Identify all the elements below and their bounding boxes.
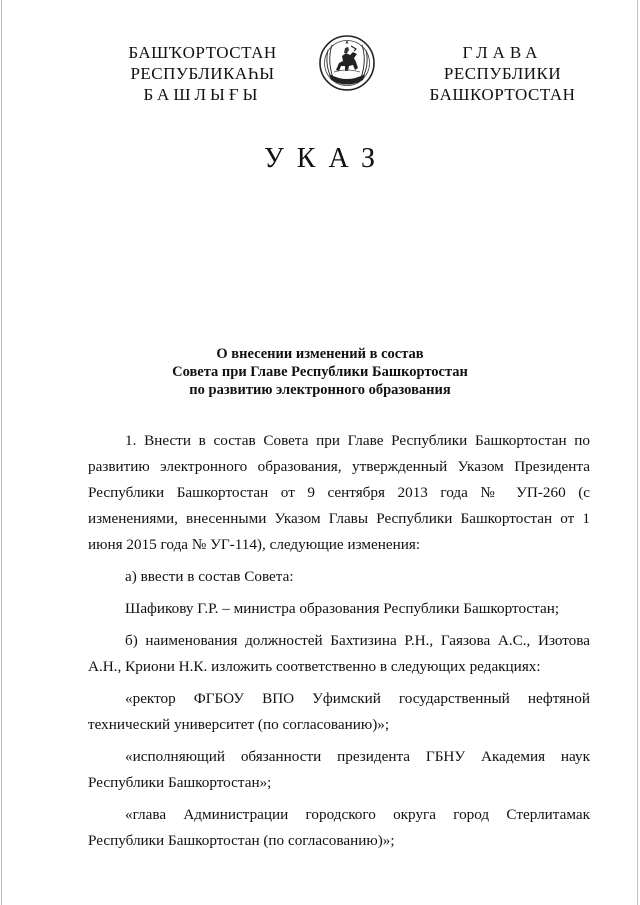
- paragraph-academy: «исполняющий обязанности президента ГБНУ Академия наук Республики Башкортостан»;: [88, 748, 590, 791]
- scan-edge-right: [637, 0, 638, 905]
- paragraph-sterlitamak: «глава Администрации городского округа город Стерлитамак Республики Башкортостан (по согласованию)»;: [88, 806, 590, 849]
- coat-of-arms-emblem-icon: [318, 34, 376, 92]
- paragraph-item-a: а) ввести в состав Совета:: [125, 568, 294, 585]
- paragraph-item-1: 1. Внести в состав Совета при Главе Республики Башкортостан по развитию электронного образования, утвержденный Указом Президента Республики Башкортостан от 9 сентября 2013 года № УП-260 (с изменениями, внесенными Указом Главы Республики Башкортостан от 1 июня 2015 года № УГ-114), следующие изменения:: [88, 432, 590, 553]
- header-left-line3: БАШЛЫҒЫ: [143, 85, 262, 104]
- decree-subject: [0, 345, 640, 399]
- subject-line1: О внесении изменений в состав: [216, 346, 424, 362]
- header-left-line2: РЕСПУБЛИКАҺЫ: [130, 64, 275, 83]
- paragraph-item-b: б) наименования должностей Бахтизина Р.Н., Гаязова А.С., Изотова А.Н., Криони Н.К. изложить соответственно в следующих редакциях:: [88, 632, 590, 675]
- paragraph-shafikova: Шафикову Г.Р. – министра образования Республики Башкортостан;: [125, 600, 560, 617]
- header-right-line3: БАШКОРТОСТАН: [429, 85, 576, 104]
- paragraph-rector: «ректор ФГБОУ ВПО Уфимский государственный нефтяной технический университет (по согласованию)»;: [88, 690, 590, 733]
- header-left-line1: БАШҠОРТОСТАН: [128, 43, 277, 62]
- decree-body: [88, 428, 590, 854]
- header-bashkir: [120, 42, 285, 105]
- subject-line3: по развитию электронного образования: [189, 382, 451, 398]
- document-title: УКАЗ: [263, 143, 389, 174]
- subject-line2: Совета при Главе Республики Башкортостан: [172, 364, 468, 380]
- scan-edge-left: [1, 0, 2, 905]
- header-russian: [420, 42, 585, 105]
- header-right-line2: РЕСПУБЛИКИ: [443, 64, 562, 83]
- header-right-line1: ГЛАВА: [462, 43, 543, 62]
